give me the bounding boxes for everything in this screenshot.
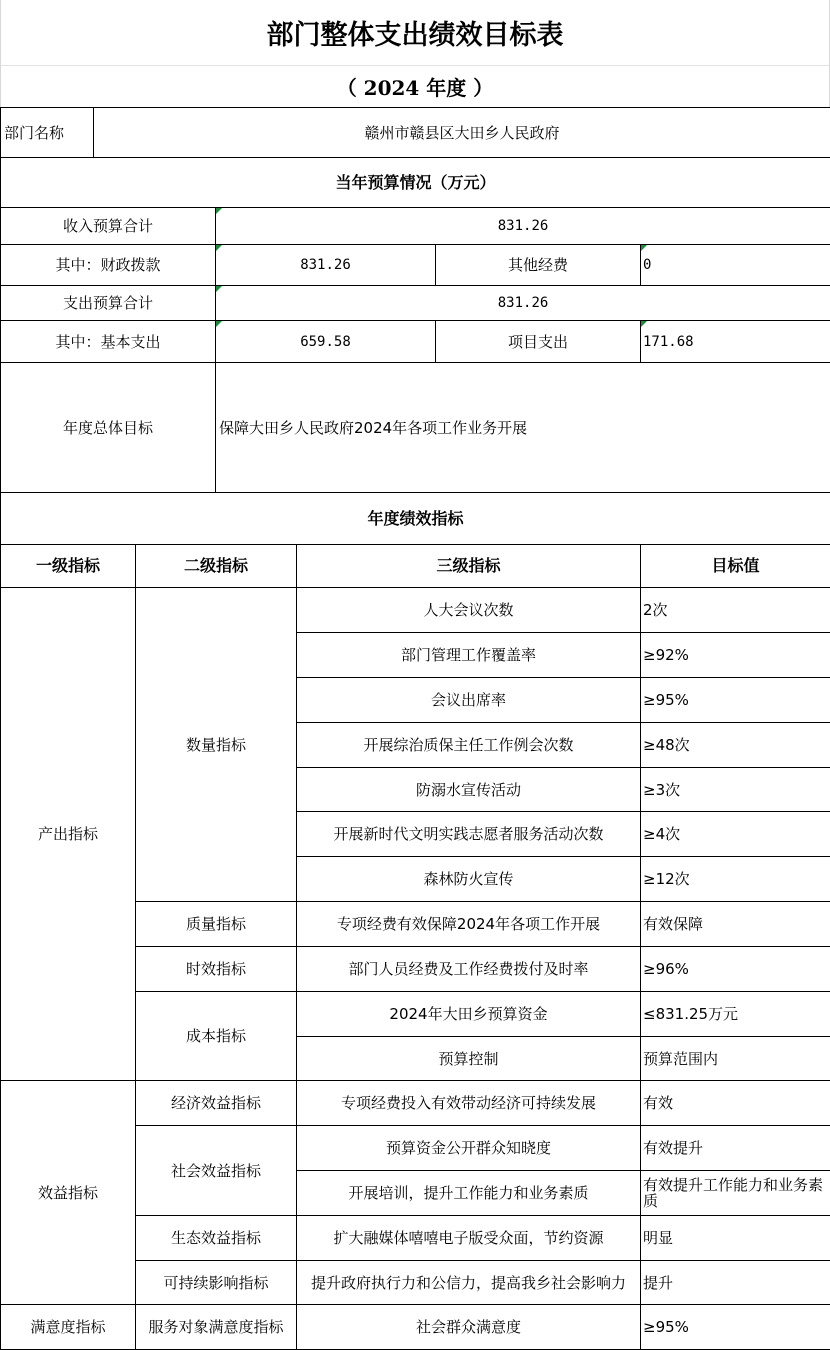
level2-cost: 成本指标 — [136, 992, 297, 1081]
indicator-name: 开展培训，提升工作能力和业务素质 — [297, 1171, 641, 1216]
indicator-target: 明显 — [641, 1216, 830, 1261]
level2-quality: 质量指标 — [136, 902, 297, 947]
indicator-name: 专项经费有效保障2024年各项工作开展 — [297, 902, 641, 947]
indicator-target: 2次 — [641, 588, 830, 633]
level2-quantity: 数量指标 — [136, 588, 297, 902]
dept-name-value: 赣州市赣县区大田乡人民政府 — [94, 108, 830, 158]
level2-ecological: 生态效益指标 — [136, 1216, 297, 1261]
header-level3: 三级指标 — [297, 545, 641, 588]
income-total-value: 831.26 — [216, 208, 830, 245]
indicator-name: 防溺水宣传活动 — [297, 768, 641, 812]
indicator-name: 2024年大田乡预算资金 — [297, 992, 641, 1037]
indicator-target: 有效保障 — [641, 902, 830, 947]
level2-timeliness: 时效指标 — [136, 947, 297, 992]
level1-satisfaction: 满意度指标 — [1, 1305, 136, 1350]
level2-sustainable: 可持续影响指标 — [136, 1261, 297, 1305]
level2-social: 社会效益指标 — [136, 1126, 297, 1216]
fiscal-value: 831.26 — [216, 245, 436, 286]
header-target: 目标值 — [641, 545, 830, 588]
indicator-target: 预算范围内 — [641, 1037, 830, 1081]
indicator-target: ≥3次 — [641, 768, 830, 812]
budget-section-title: 当年预算情况（万元） — [1, 158, 830, 208]
indicator-name: 专项经费投入有效带动经济可持续发展 — [297, 1081, 641, 1126]
indicator-name: 开展综治质保主任工作例会次数 — [297, 723, 641, 768]
level2-service: 服务对象满意度指标 — [136, 1305, 297, 1350]
indicator-name: 预算控制 — [297, 1037, 641, 1081]
indicator-name: 部门管理工作覆盖率 — [297, 633, 641, 678]
indicator-target: 有效提升工作能力和业务素质 — [641, 1171, 830, 1216]
dept-name-label: 部门名称 — [1, 108, 94, 158]
indicator-target: ≤831.25万元 — [641, 992, 830, 1037]
income-total-label: 收入预算合计 — [1, 208, 216, 245]
indicator-name: 扩大融媒体嘻嘻电子版受众面，节约资源 — [297, 1216, 641, 1261]
indicator-name: 会议出席率 — [297, 678, 641, 723]
indicator-name: 人大会议次数 — [297, 588, 641, 633]
indicator-name: 开展新时代文明实践志愿者服务活动次数 — [297, 812, 641, 857]
other-funds-value: 0 — [641, 245, 830, 286]
indicator-name: 提升政府执行力和公信力，提高我乡社会影响力 — [297, 1261, 641, 1305]
indicator-target: ≥4次 — [641, 812, 830, 857]
indicator-target: ≥92% — [641, 633, 830, 678]
project-expense-value: 171.68 — [641, 321, 830, 363]
indicator-name: 预算资金公开群众知晓度 — [297, 1126, 641, 1171]
expense-total-value: 831.26 — [216, 286, 830, 321]
annual-goal-value: 保障大田乡人民政府2024年各项工作业务开展 — [216, 363, 830, 493]
indicator-target: ≥12次 — [641, 857, 830, 902]
level2-economic: 经济效益指标 — [136, 1081, 297, 1126]
expense-total-label: 支出预算合计 — [1, 286, 216, 321]
performance-table — [0, 107, 830, 1350]
project-expense-label: 项目支出 — [436, 321, 641, 363]
indicator-target: ≥95% — [641, 1305, 830, 1350]
header-level1: 一级指标 — [1, 545, 136, 588]
indicator-target: 有效提升 — [641, 1126, 830, 1171]
indicator-name: 部门人员经费及工作经费拨付及时率 — [297, 947, 641, 992]
indicator-target: ≥96% — [641, 947, 830, 992]
level1-output: 产出指标 — [1, 588, 136, 1081]
other-funds-label: 其他经费 — [436, 245, 641, 286]
indicator-target: ≥48次 — [641, 723, 830, 768]
indicator-name: 森林防火宣传 — [297, 857, 641, 902]
indicator-target: 提升 — [641, 1261, 830, 1305]
indicator-name: 社会群众满意度 — [297, 1305, 641, 1350]
indicator-target: 有效 — [641, 1081, 830, 1126]
basic-expense-value: 659.58 — [216, 321, 436, 363]
basic-expense-label: 其中：基本支出 — [1, 321, 216, 363]
indicator-target: ≥95% — [641, 678, 830, 723]
year-subtitle: （ 2024 年度 ） — [0, 66, 830, 107]
page-title: 部门整体支出绩效目标表 — [0, 0, 830, 66]
header-level2: 二级指标 — [136, 545, 297, 588]
perf-section-title: 年度绩效指标 — [1, 493, 830, 545]
fiscal-label: 其中：财政拨款 — [1, 245, 216, 286]
annual-goal-label: 年度总体目标 — [1, 363, 216, 493]
level1-benefit: 效益指标 — [1, 1081, 136, 1305]
